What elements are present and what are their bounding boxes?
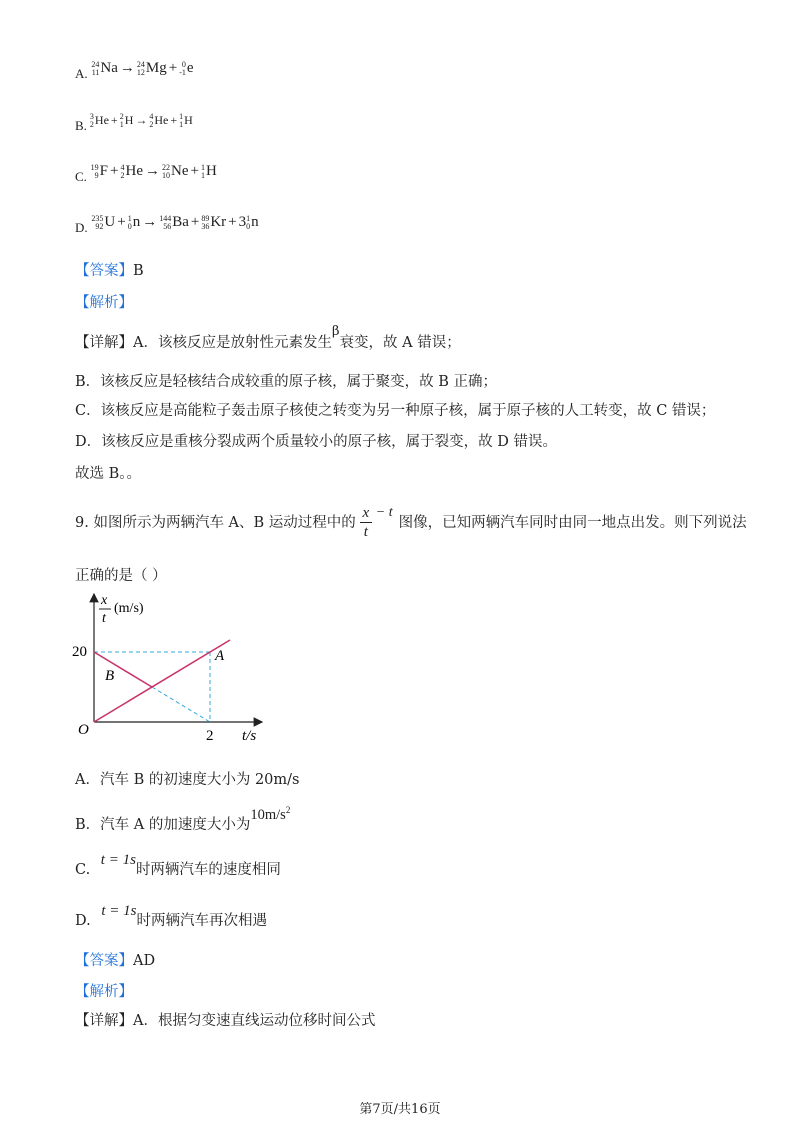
q9-answer	[75, 951, 155, 971]
question-number: 9.	[75, 514, 89, 531]
atomic-number: 2	[89, 120, 94, 130]
reaction-arrow: →	[135, 113, 148, 127]
plus-sign: +	[168, 60, 178, 76]
element-symbol: n	[251, 214, 259, 230]
mass-number: 0	[181, 59, 186, 69]
nuclide	[246, 214, 259, 231]
mass-number: 4	[149, 112, 154, 122]
reaction-arrow: →	[144, 163, 160, 179]
mass-number: 24	[91, 59, 100, 69]
atomic-number: 11	[91, 67, 100, 77]
page-footer: 第7页/共16页	[359, 1102, 441, 1117]
mass-number: 19	[90, 162, 99, 172]
q8-analysis	[75, 293, 133, 313]
option-letter: C.	[75, 169, 87, 184]
q8-detail-line-2: B．该核反应是轻核结合成较重的原子核，属于聚变，故 B 正确；	[75, 374, 498, 390]
element-symbol: n	[132, 214, 141, 230]
element-symbol: Ba	[172, 214, 189, 230]
nuclide	[137, 60, 167, 77]
nuclear-equation	[89, 112, 193, 130]
atomic-number: 36	[201, 221, 210, 231]
acceleration-exponent: 2	[285, 805, 291, 815]
option-letter: D.	[75, 913, 91, 929]
beta-symbol: β	[331, 324, 340, 339]
q8-answer	[75, 261, 144, 281]
acceleration-number: 10m/s	[250, 806, 286, 823]
y-tick-20: 20	[72, 644, 87, 660]
q8-option-a	[75, 60, 194, 82]
atomic-number: 0	[127, 221, 132, 231]
atomic-number: 12	[136, 67, 145, 77]
answer-value: AD	[133, 953, 156, 969]
nuclear-equation	[91, 163, 217, 179]
nuclide	[128, 214, 141, 231]
mass-number: 2	[119, 112, 124, 122]
mass-number: 4	[120, 162, 125, 172]
element-symbol: U	[104, 214, 116, 230]
q8-detail-line-3: C．该核反应是高能粒子轰击原子核使之转变为另一种原子核，属于原子核的人工转变，故 C 错误；	[75, 403, 716, 419]
option-text: B．汽车 A 的加速度大小为	[75, 816, 251, 833]
detail-text: 衰变，故 A 错误；	[339, 335, 461, 351]
nuclide	[91, 214, 115, 231]
q9-option-b	[75, 805, 291, 835]
analysis-tag: 【解析】	[75, 295, 133, 311]
detail-tag: 【详解】	[75, 1013, 133, 1029]
element-symbol: F	[99, 163, 109, 179]
atomic-number: -1	[179, 67, 186, 77]
atomic-number: 2	[120, 170, 125, 180]
q8-detail-line-4: D．该核反应是重核分裂成两个质量较小的原子核，属于裂变，故 D 错误。	[75, 434, 557, 450]
element-symbol: He	[154, 113, 169, 127]
y-axis-label-numerator: x	[101, 593, 108, 608]
analysis-tag: 【解析】	[75, 984, 133, 1000]
element-symbol: He	[94, 113, 109, 127]
atomic-number: 2	[149, 120, 154, 130]
nuclide	[201, 214, 226, 231]
mass-number: 235	[91, 213, 104, 223]
mass-number: 89	[201, 213, 210, 223]
plus-sign: +	[110, 163, 119, 179]
y-axis-unit: (m/s)	[114, 601, 144, 616]
coefficient: 3	[238, 214, 247, 230]
option-letter: B.	[75, 118, 87, 133]
element-symbol: Mg	[145, 60, 167, 76]
plus-sign: +	[228, 214, 237, 230]
stem-text: 如图所示为两辆汽车 A、B 运动过程中的	[93, 514, 356, 531]
q9-detail	[75, 1011, 375, 1031]
option-letter: D.	[75, 220, 88, 235]
nuclide	[159, 214, 189, 231]
atomic-number: 92	[95, 221, 104, 231]
reaction-arrow: →	[142, 214, 158, 230]
atomic-number: 9	[94, 170, 99, 180]
nuclide	[179, 113, 193, 129]
option-letter: C.	[75, 862, 91, 878]
element-symbol: Na	[100, 60, 118, 76]
q9-option-a: A．汽车 B 的初速度大小为 20m/s	[75, 772, 300, 788]
q8-detail-line-1	[75, 324, 461, 354]
mass-number: 1	[200, 162, 205, 172]
nuclide	[201, 163, 217, 180]
detail-text: A．根据匀变速直线运动位移时间公式	[133, 1013, 376, 1029]
q8-option-b	[75, 113, 193, 134]
fraction-denominator: t	[363, 524, 368, 540]
mass-number: 1	[246, 213, 251, 223]
mass-number: 22	[161, 162, 170, 172]
q9-stem-line-2: 正确的是（ ）	[75, 568, 167, 584]
nuclide	[120, 113, 134, 129]
nuclide	[162, 163, 189, 180]
detail-text: A．该核反应是放射性元素发生	[133, 335, 332, 351]
element-symbol: Ne	[170, 163, 189, 179]
nuclide	[179, 60, 193, 77]
q9-analysis	[75, 982, 133, 1002]
label-b: B	[105, 668, 115, 684]
time-equation: t = 1s	[100, 852, 136, 868]
element-symbol: H	[205, 163, 217, 179]
answer-tag: 【答案】	[75, 953, 133, 969]
x-over-t-graph	[70, 588, 280, 748]
mass-number: 3	[89, 112, 94, 122]
atomic-number: 1	[200, 170, 205, 180]
q8-option-c	[75, 163, 217, 185]
atomic-number: 1	[119, 120, 124, 130]
y-axis-label-denominator: t	[102, 611, 106, 626]
x-over-t-fraction	[360, 504, 372, 541]
option-text: 时两辆汽车的速度相同	[135, 862, 281, 878]
detail-tag: 【详解】	[75, 335, 133, 351]
answer-tag: 【答案】	[75, 263, 133, 279]
x-tick-2: 2	[206, 728, 214, 744]
atomic-number: 56	[163, 221, 172, 231]
plus-sign: +	[110, 113, 118, 127]
atomic-number: 1	[179, 120, 184, 130]
q9-stem	[75, 504, 747, 541]
nuclide	[90, 113, 109, 129]
nuclide	[91, 163, 108, 180]
time-equation: t = 1s	[101, 903, 137, 919]
stem-text: 图像，已知两辆汽车同时由同一地点出发。则下列说法	[398, 514, 747, 531]
element-symbol: H	[124, 113, 134, 127]
element-symbol: Kr	[210, 214, 227, 230]
mass-number: 1	[179, 112, 184, 122]
mass-number: 144	[159, 213, 172, 223]
atomic-number: 10	[161, 170, 170, 180]
q9-option-c	[75, 852, 281, 880]
plus-sign: +	[190, 163, 199, 179]
q8-detail-line-5: 故选 B。。	[75, 466, 142, 482]
nuclide	[149, 113, 168, 129]
option-letter: A.	[75, 66, 88, 81]
nuclear-equation	[91, 214, 258, 230]
acceleration-value	[250, 807, 290, 823]
reaction-arrow: →	[119, 60, 135, 76]
nuclear-equation	[91, 60, 193, 76]
plus-sign: +	[190, 214, 200, 230]
atomic-number: 0	[246, 221, 251, 231]
option-text: 时两辆汽车再次相遇	[136, 913, 267, 929]
label-a: A	[215, 648, 225, 664]
plus-sign: +	[170, 113, 178, 127]
q8-option-d	[75, 214, 259, 236]
x-axis-label: t/s	[242, 728, 257, 744]
nuclide	[91, 60, 118, 77]
minus-t: − t	[375, 504, 393, 520]
fraction-numerator: x	[362, 505, 370, 521]
dashed-guide-b-extension	[152, 687, 210, 722]
nuclide	[120, 163, 143, 180]
mass-number: 1	[127, 213, 132, 223]
line-b	[94, 652, 152, 687]
element-symbol: H	[184, 113, 193, 127]
mass-number: 24	[136, 59, 145, 69]
origin-label: O	[78, 722, 89, 738]
element-symbol: He	[125, 163, 143, 179]
element-symbol: e	[186, 60, 194, 76]
answer-value: B	[133, 263, 144, 279]
q9-option-d	[75, 903, 267, 931]
plus-sign: +	[117, 214, 126, 230]
